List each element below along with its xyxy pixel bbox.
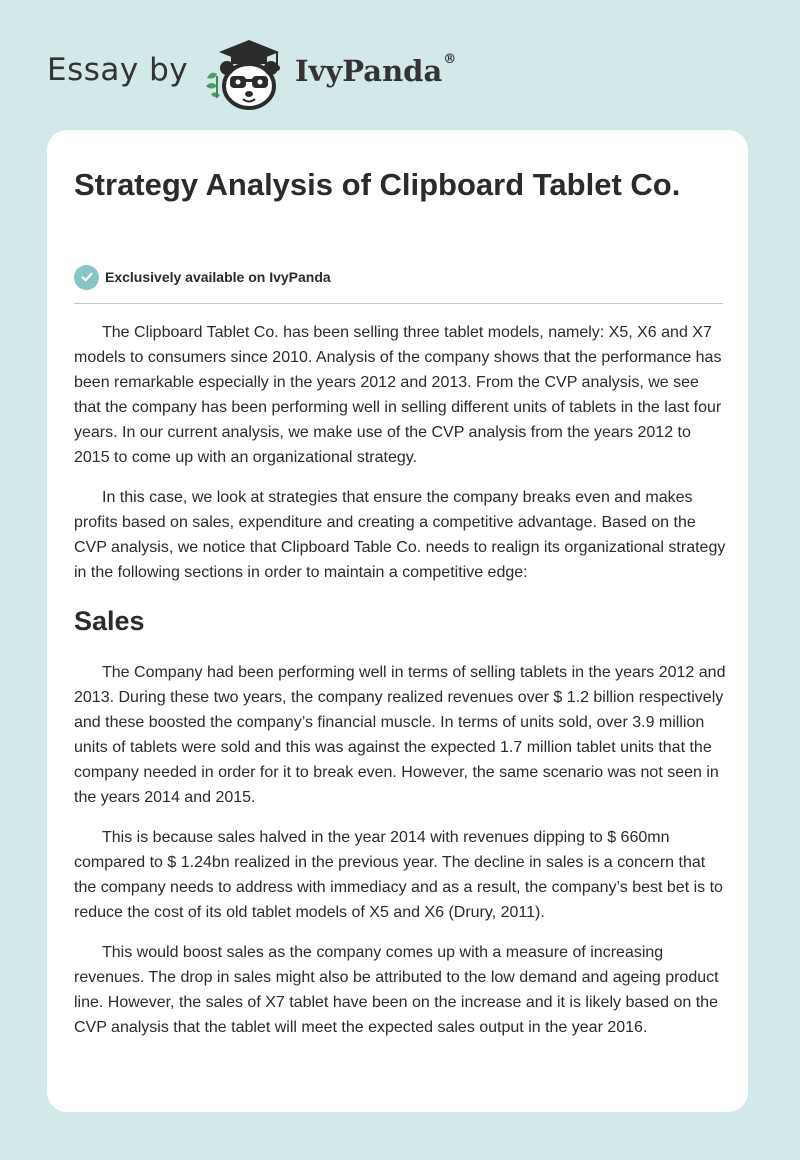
paragraph: The Company had been performing well in terms of selling tablets in the years 2012 and 2013. During these two years, the company realized revenues over $ 1.2 billion respectively and these boosted the company’s financial muscle. In terms of units sold, over 3.9 million units of tablets were sold and this was against the expected 1.7 million tablet units that the company needed in order for it to break even. However, the same scenario was not seen in the years 2014 and 2015. bbox=[74, 664, 726, 806]
article-body bbox=[74, 320, 726, 1040]
paragraph: This is because sales halved in the year 2014 with revenues dipping to $ 660mn compared to $ 1.24bn realized in the previous year. The decline in sales is a concern that the company needs to address with immediacy and as a result, the company’s best bet is to reduce the cost of its old tablet models of X5 and X6 (Drury, 2011). bbox=[74, 829, 723, 921]
article-card bbox=[47, 130, 748, 1112]
panda-graduate-icon bbox=[203, 32, 293, 112]
paragraph: This would boost sales as the company comes up with a measure of increasing revenues. The drop in sales might also be attributed to the low demand and ageing product line. However, the sales of X7 tablet have been on the increase and it is likely based on the CVP analysis that the tablet will meet the expected sales output in the year 2016. bbox=[74, 944, 719, 1036]
paragraph: The Clipboard Tablet Co. has been selling three tablet models, namely: X5, X6 and X7 models to consumers since 2010. Analysis of the company shows that the performance has been remarkable especially in the years 2012 and 2013. From the CVP analysis, we see that the company has been performing well in selling different units of tablets in the last four years. In our current analysis, we make use of the CVP analysis from the years 2012 to 2015 to come up with an organizational strategy. bbox=[74, 324, 722, 466]
brand-prefix: Essay by bbox=[47, 52, 189, 88]
divider bbox=[74, 303, 723, 304]
paragraph: In this case, we look at strategies that ensure the company breaks even and makes profits based on sales, expenditure and creating a competitive advantage. Based on the CVP analysis, we notice that Clipboard Table Co. needs to realign its organizational strategy in the following sections in order to maintain a competitive edge: bbox=[74, 489, 726, 581]
exclusive-badge bbox=[74, 264, 331, 290]
brand-header[interactable] bbox=[47, 32, 487, 112]
check-circle-icon bbox=[74, 265, 99, 290]
page-title: Strategy Analysis of Clipboard Tablet Co. bbox=[74, 167, 681, 202]
section-heading: Sales bbox=[74, 606, 145, 636]
exclusive-label: Exclusively available on IvyPanda bbox=[105, 269, 331, 285]
brand-name: IvyPanda® bbox=[295, 52, 457, 88]
